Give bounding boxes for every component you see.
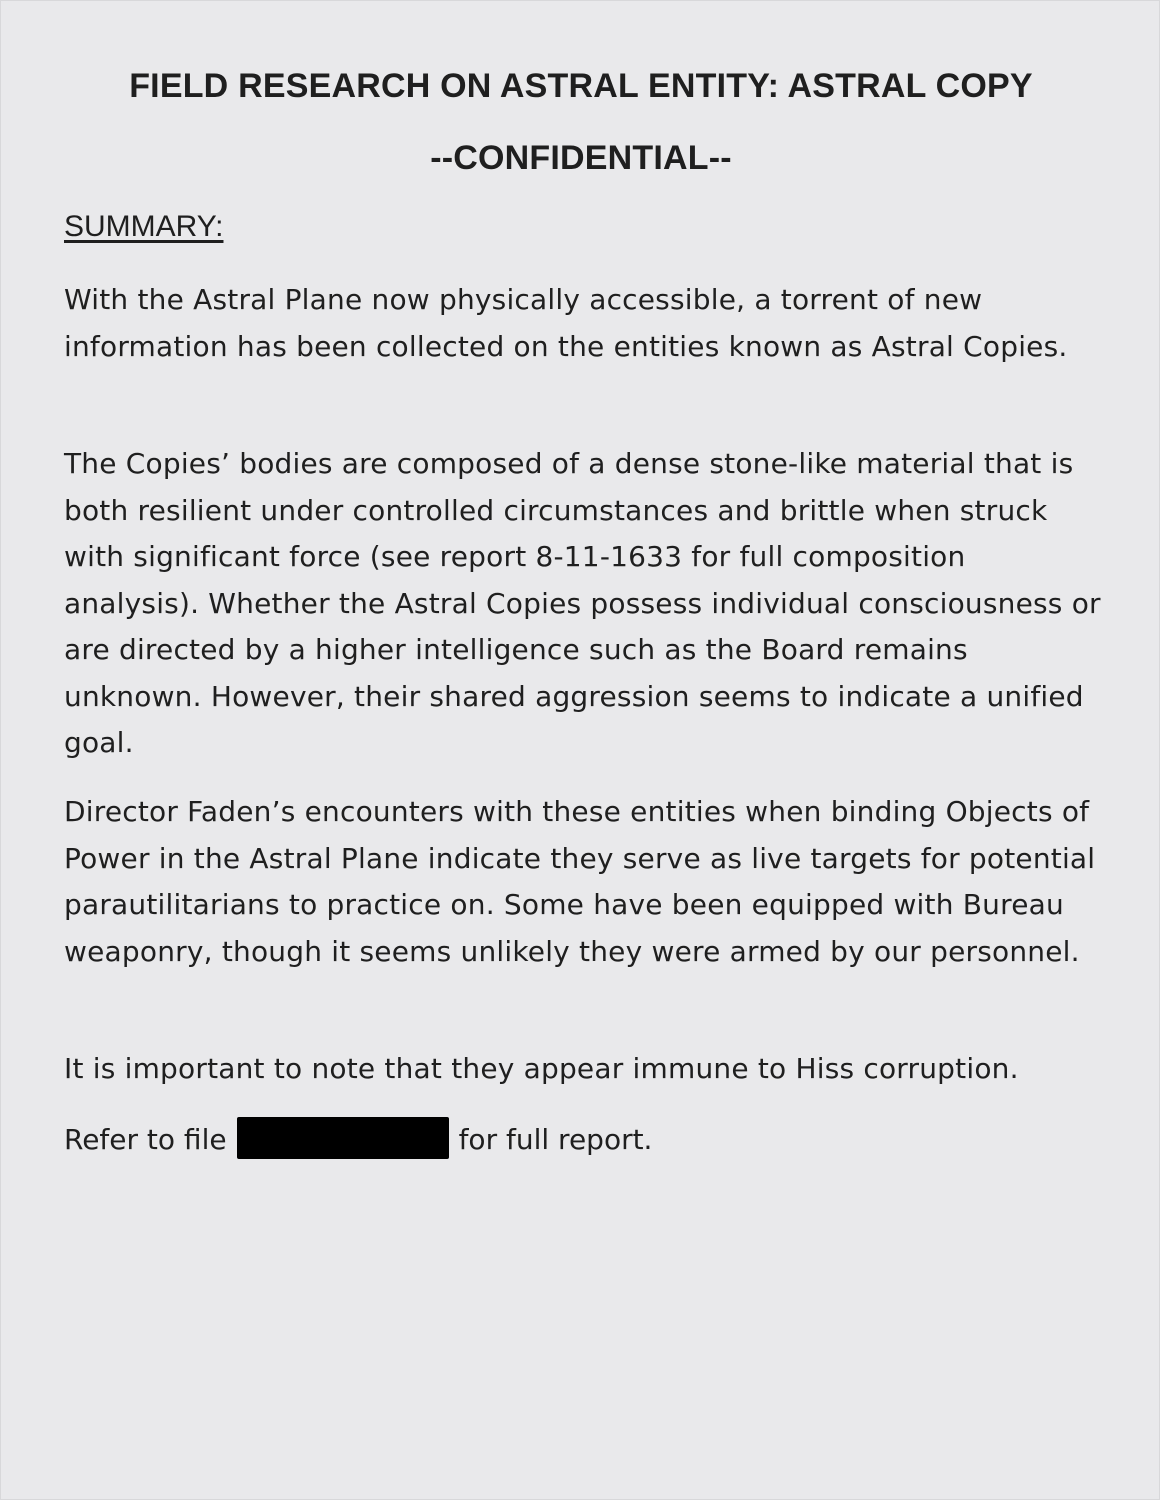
refer-prefix: Refer to file	[64, 1123, 227, 1156]
paragraph-2: The Copies’ bodies are composed of a dense stone-like material that is both resilient under controlled circumstances and brittle when struck with significant force (see report 8-11-1633 for full composition analysis). Whether the Astral Copies possess individual consciousness or are directed by a higher intelligence such as the Board remains unknown. However, their shared aggression seems to indicate a unified goal.	[64, 447, 1101, 759]
refer-line	[64, 1117, 652, 1163]
paragraph-4: It is important to note that they appear immune to Hiss corruption.	[64, 1052, 1019, 1085]
classification-label: --CONFIDENTIAL--	[430, 139, 732, 177]
section-heading-summary: SUMMARY:	[64, 210, 224, 243]
redaction-bar	[237, 1117, 449, 1159]
refer-suffix: for full report.	[458, 1123, 653, 1156]
paragraph-1: With the Astral Plane now physically accessible, a torrent of new information has been collected on the entities known as Astral Copies.	[64, 283, 1068, 363]
paragraph-3: Director Faden’s encounters with these entities when binding Objects of Power in the Astral Plane indicate they serve as live targets for potential parautilitarians to practice on. Some have been equipped with Bureau weaponry, though it seems unlikely they were armed by our personnel.	[64, 795, 1096, 968]
document-title: FIELD RESEARCH ON ASTRAL ENTITY: ASTRAL COPY	[129, 67, 1033, 105]
